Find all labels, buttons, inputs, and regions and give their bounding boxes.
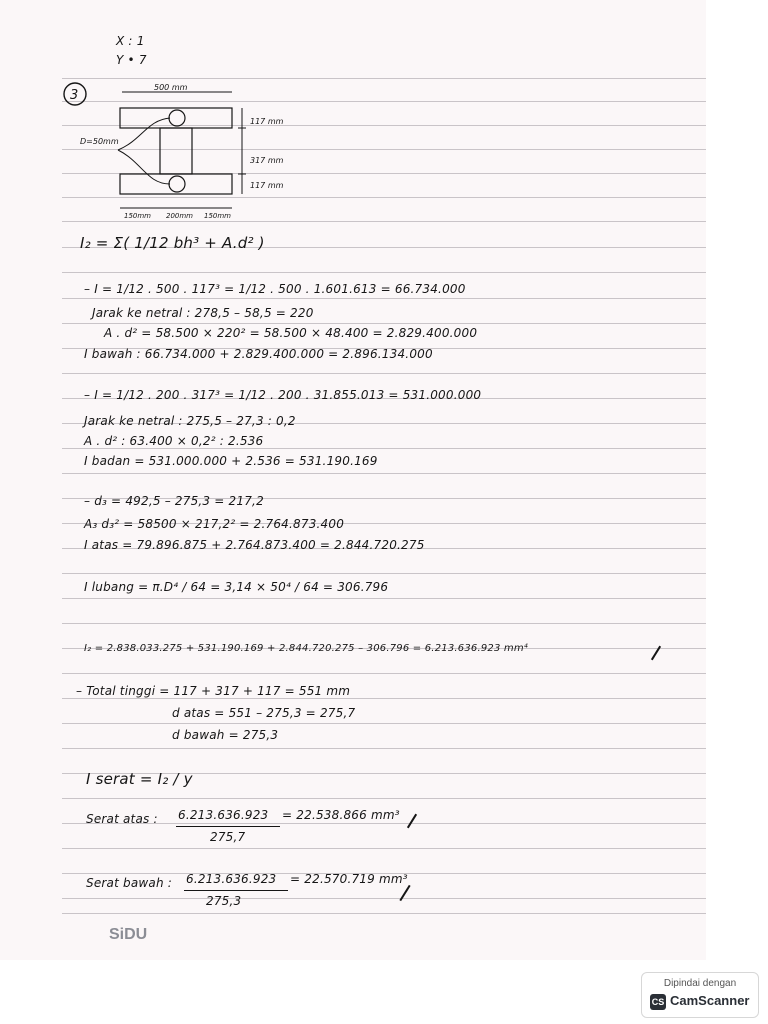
camscanner-badge [641,972,759,1018]
end-mark [407,814,417,829]
x-label: X : 1 [116,34,145,48]
ruled-line [62,823,706,824]
web-line-1: – I = 1/12 . 200 . 317³ = 1/12 . 200 . 31.855.013 = 531.000.000 [84,388,482,402]
serat-bawah-numerator: 6.213.636.923 [186,872,277,886]
top-width-label: 500 mm [154,83,188,92]
height-line-2: d atas = 551 – 275,3 = 275,7 [172,706,356,720]
ruled-line [62,448,706,449]
ruled-line [62,272,706,273]
ruled-line [62,373,706,374]
ruled-line [62,323,706,324]
top-line-3: I atas = 79.896.875 + 2.764.873.400 = 2.844.720.275 [84,538,425,552]
dim-bottom-label: 117 mm [250,181,284,190]
hole-bottom [169,176,185,192]
serat-atas-numerator: 6.213.636.923 [178,808,269,822]
total-line: I₂ = 2.838.033.275 + 531.190.169 + 2.844.720.275 – 306.796 = 6.213.636.923 mm⁴ [84,643,528,654]
camscanner-brand: CamScanner [670,993,750,1008]
ruled-line [62,698,706,699]
camscanner-label: Dipindai dengan [663,978,737,989]
dim-web-label: 317 mm [250,156,284,165]
serat-atas-label: Serat atas : [86,812,158,826]
ruled-line [62,298,706,299]
flange-line-2: Jarak ke netral : 278,5 – 58,5 = 220 [92,306,314,320]
bottom-mid-label: 200mm [166,212,193,220]
height-line-3: d bawah = 275,3 [172,728,279,742]
ruled-line [62,473,706,474]
height-line-1: – Total tinggi = 117 + 317 + 117 = 551 mm [76,684,351,698]
serat-atas-denominator: 275,7 [210,830,246,844]
notebook-brand: SiDU [109,926,148,943]
dim-top-label: 117 mm [250,117,284,126]
flange-line-1: – I = 1/12 . 500 . 117³ = 1/12 . 500 . 1.601.613 = 66.734.000 [84,282,466,296]
y-label: Y • 7 [116,53,147,67]
ruled-line [62,848,706,849]
problem-number: 3 [70,88,79,103]
flange-line-4: I bawah : 66.734.000 + 2.829.400.000 = 2.896.134.000 [84,347,433,361]
ruled-line [62,748,706,749]
diameter-label: D=50mm [80,137,119,146]
serat-atas-fraction-bar [176,826,280,827]
web-line-2: Jarak ke netral : 275,5 – 27,3 : 0,2 [84,414,296,428]
web-line-3: A . d² : 63.400 × 0,2² : 2.536 [84,434,264,448]
i-beam-diagram [62,80,322,225]
top-flange [120,108,232,128]
top-line-1: – d₃ = 492,5 – 275,3 = 217,2 [84,494,264,508]
serat-bawah-result: = 22.570.719 mm³ [290,872,408,886]
ruled-line [62,623,706,624]
hole-line-1: I lubang = π.D⁴ / 64 = 3,14 × 50⁴ / 64 = 306.796 [84,580,389,594]
camscanner-logo-icon: CS [650,994,666,1010]
ruled-line [62,673,706,674]
main-formula: I₂ = Σ( 1/12 bh³ + A.d² ) [80,234,265,252]
ruled-line [62,798,706,799]
serat-formula: I serat = I₂ / y [86,770,193,788]
ruled-line [62,78,706,79]
ruled-line [62,913,706,914]
bottom-left-label: 150mm [124,212,151,220]
ruled-line [62,898,706,899]
web [160,128,192,174]
bottom-flange [120,174,232,194]
serat-bawah-fraction-bar [184,890,288,891]
hole-top [169,110,185,126]
ruled-line [62,598,706,599]
flange-line-3: A . d² = 58.500 × 220² = 58.500 × 48.400 = 2.829.400.000 [104,326,478,340]
web-line-4: I badan = 531.000.000 + 2.536 = 531.190.169 [84,454,378,468]
top-line-2: A₃ d₃² = 58500 × 217,2² = 2.764.873.400 [84,517,345,531]
bottom-right-label: 150mm [204,212,231,220]
ruled-line [62,573,706,574]
serat-bawah-label: Serat bawah : [86,876,173,890]
serat-bawah-denominator: 275,3 [206,894,242,908]
ruled-line [62,723,706,724]
serat-atas-result: = 22.538.866 mm³ [282,808,400,822]
